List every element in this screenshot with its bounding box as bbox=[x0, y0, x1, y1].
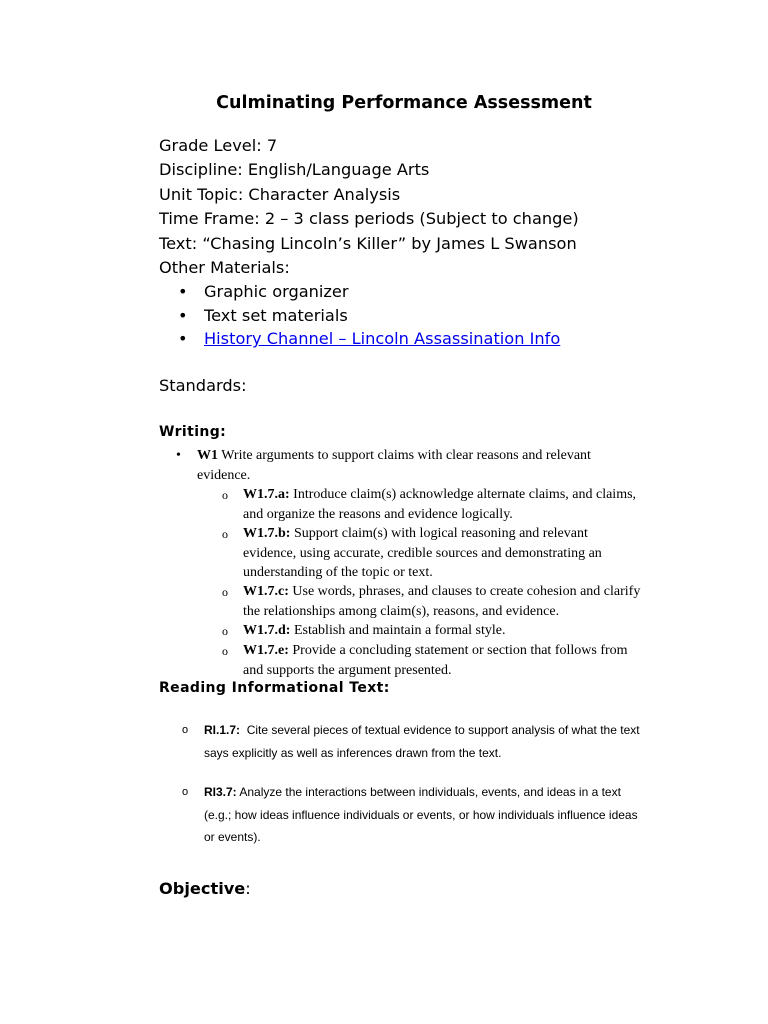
standard-w1-7-a: o W1.7.a: Introduce claim(s) acknowledge alternate claims, and claims, and organize the reasons and evidence logically. bbox=[222, 487, 637, 522]
info-discipline: Discipline: English/Language Arts bbox=[159, 160, 430, 180]
standard-w1-7-c: o W1.7.c: Use words, phrases, and clauses to create cohesion and clarify the relationships among claim(s), reasons, and evidence. bbox=[222, 584, 641, 619]
objective-heading: Objective: bbox=[159, 879, 251, 898]
unit-info bbox=[159, 134, 579, 280]
circle-bullet-icon: o bbox=[222, 644, 228, 658]
info-grade-level: Grade Level: 7 bbox=[159, 136, 278, 155]
circle-bullet-icon: o bbox=[222, 527, 228, 541]
materials-item: • Text set materials bbox=[178, 304, 560, 328]
page-title: Culminating Performance Assessment bbox=[216, 93, 592, 113]
bullet-icon: • bbox=[178, 282, 188, 301]
standard-w1-7-e: o W1.7.e: Provide a concluding statement or section that follows from and supports the argument presented. bbox=[222, 643, 628, 678]
circle-bullet-icon: o bbox=[222, 488, 228, 502]
standards-heading: Standards: bbox=[159, 376, 247, 395]
info-unit-topic: Unit Topic: Character Analysis bbox=[159, 184, 401, 204]
info-time-frame: Time Frame: 2 – 3 class periods (Subject to change) bbox=[159, 209, 579, 229]
circle-bullet-icon: o bbox=[222, 585, 228, 599]
materials-list bbox=[178, 280, 560, 351]
info-other-materials: Other Materials: bbox=[159, 258, 290, 278]
standard-w1-7-b: o W1.7.b: Support claim(s) with logical reasoning and relevant evidence, using accurate, credible sources and demonstrating an understanding of the topic or text. bbox=[222, 526, 602, 580]
standard-w1-7-d: o W1.7.d: Establish and maintain a formal style. bbox=[222, 621, 642, 641]
materials-item bbox=[178, 327, 560, 351]
circle-bullet-icon: o bbox=[222, 624, 228, 638]
circle-bullet-icon: o bbox=[182, 786, 189, 798]
info-text: Text: “Chasing Lincoln’s Killer” by James L Swanson bbox=[159, 233, 577, 253]
circle-bullet-icon: o bbox=[182, 724, 189, 736]
reading-heading: Reading Informational Text: bbox=[159, 680, 390, 696]
materials-item: • Graphic organizer bbox=[178, 280, 560, 304]
history-channel-link[interactable]: History Channel – Lincoln Assassination Info bbox=[204, 329, 561, 349]
bullet-icon: • bbox=[178, 329, 188, 349]
standard-w1: • W1 Write arguments to support claims with clear reasons and relevant evidence. bbox=[176, 448, 591, 483]
standard-ri-1-7: o RI.1.7: Cite several pieces of textual evidence to support analysis of what the text says explicitly as well as inferences drawn from the text. bbox=[182, 719, 642, 764]
standard-ri-3-7: o RI3.7: Analyze the interactions between individuals, events, and ideas in a text (e.g.; how ideas influence individuals or events, or how individuals influence ideas or events). bbox=[182, 781, 642, 849]
writing-heading: Writing: bbox=[159, 424, 227, 440]
bullet-icon: • bbox=[178, 305, 188, 325]
bullet-icon: • bbox=[176, 448, 181, 463]
